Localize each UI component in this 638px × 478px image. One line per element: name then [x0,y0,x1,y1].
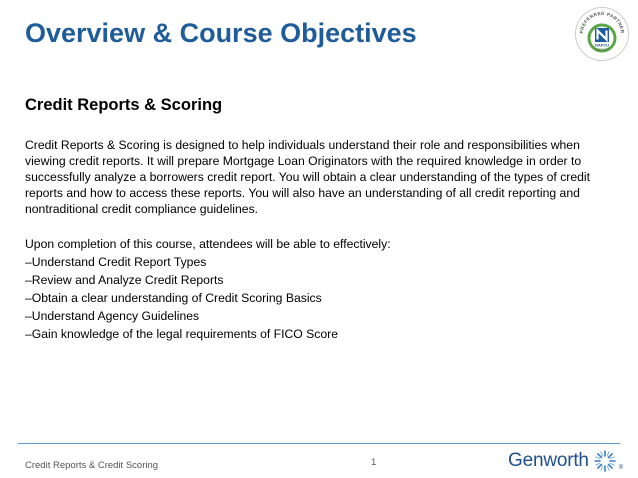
genworth-logo [508,448,623,474]
objectives-list [25,253,615,343]
footer-divider [18,443,620,444]
brand-name: Genworth [508,450,589,471]
page-number: 1 [371,457,377,468]
section-heading: Credit Reports & Scoring [25,96,223,114]
badge-ring-text: PREFERRED PARTNER [578,10,626,34]
objectives-intro: Upon completion of this course, attendees will be able to effectively: [25,237,391,251]
badge-center-text: NAFCU [595,42,609,48]
objective-item: –Understand Credit Report Types [25,255,207,269]
objective-item: –Gain knowledge of the legal requirements of FICO Score [25,327,338,341]
genworth-starburst-icon [592,448,618,474]
slide-title: Overview & Course Objectives [25,18,417,48]
objectives-block [25,235,615,343]
course-description: Credit Reports & Scoring is designed to help individuals understand their role and responsibilities when viewing credit reports. It will prepare Mortgage Loan Originators with the required knowledge in order to successfully analyze a borrowers credit report. You will obtain a clear understanding of the types of credit reports and how to access these reports. You will also have an understanding of all credit reporting and nontraditional credit compliance guidelines. [25,138,590,216]
objective-item: –Obtain a clear understanding of Credit Scoring Basics [25,291,322,305]
footer-course-title: Credit Reports & Credit Scoring [25,460,159,471]
registered-mark: ® [618,465,624,471]
badge-sub-text: SERVICES [595,48,609,52]
objective-item: –Review and Analyze Credit Reports [25,273,224,287]
objective-item: –Understand Agency Guidelines [25,309,200,323]
nafcu-preferred-partner-badge-icon [574,6,630,62]
